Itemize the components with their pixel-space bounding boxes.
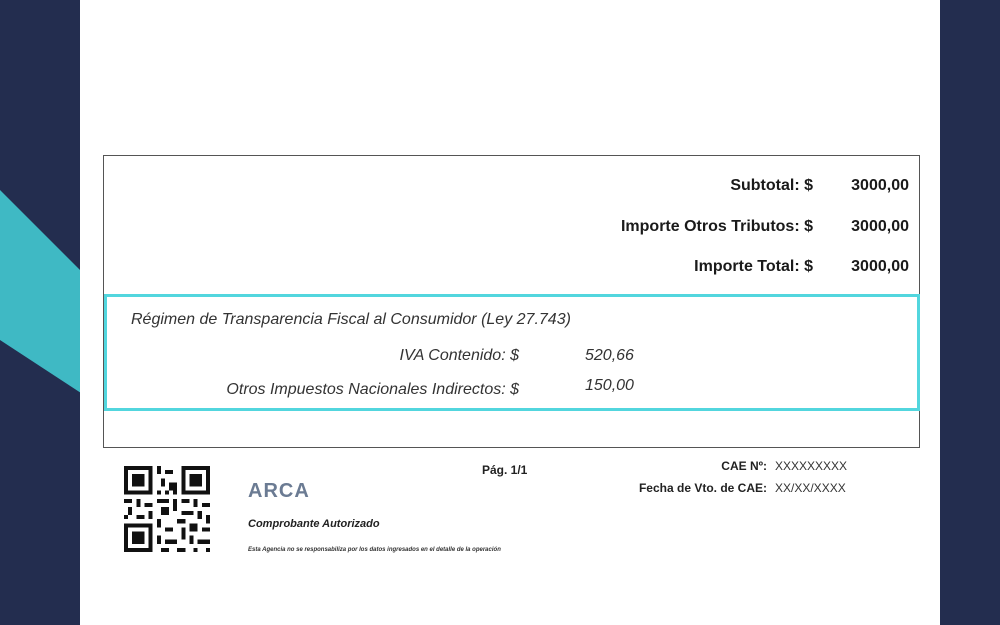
- comprobante-autorizado-text: Comprobante Autorizado: [248, 518, 380, 530]
- iva-contenido-label: IVA Contenido: $: [399, 347, 519, 364]
- importe-total-label: Importe Total: $: [694, 258, 813, 275]
- otros-impuestos-value: 150,00: [585, 377, 634, 394]
- otros-impuestos-label: Otros Impuestos Nacionales Indirectos: $: [226, 381, 519, 398]
- agency-disclaimer: Esta Agencia no se responsabiliza por los datos ingresados en el detalle de la operación: [248, 547, 501, 553]
- cae-value: XXXXXXXXX: [775, 459, 848, 473]
- qr-code-icon: [124, 466, 210, 552]
- iva-contenido-value: 520,66: [585, 347, 634, 364]
- subtotal-row: [730, 177, 909, 195]
- importe-total-value: 3000,00: [851, 258, 909, 275]
- otros-tributos-row: [621, 218, 909, 236]
- subtotal-label: Subtotal: $: [730, 177, 813, 194]
- subtotal-value: 3000,00: [851, 177, 909, 194]
- fecha-vto-cae-value: XX/XX/XXXX: [775, 481, 846, 495]
- otros-tributos-value: 3000,00: [851, 218, 909, 235]
- transparencia-fiscal-box: [104, 294, 920, 411]
- importe-total-row: [694, 258, 909, 276]
- otros-tributos-label: Importe Otros Tributos: $: [620, 218, 813, 235]
- transparencia-title: Régimen de Transparencia Fiscal al Consumidor (Ley 27.743): [131, 311, 571, 328]
- fecha-vto-cae-label: Fecha de Vto. de CAE:: [638, 481, 767, 495]
- arca-logo: ARCA: [248, 480, 310, 502]
- page-number: Pág. 1/1: [482, 463, 528, 477]
- cae-label: CAE Nº:: [721, 459, 767, 473]
